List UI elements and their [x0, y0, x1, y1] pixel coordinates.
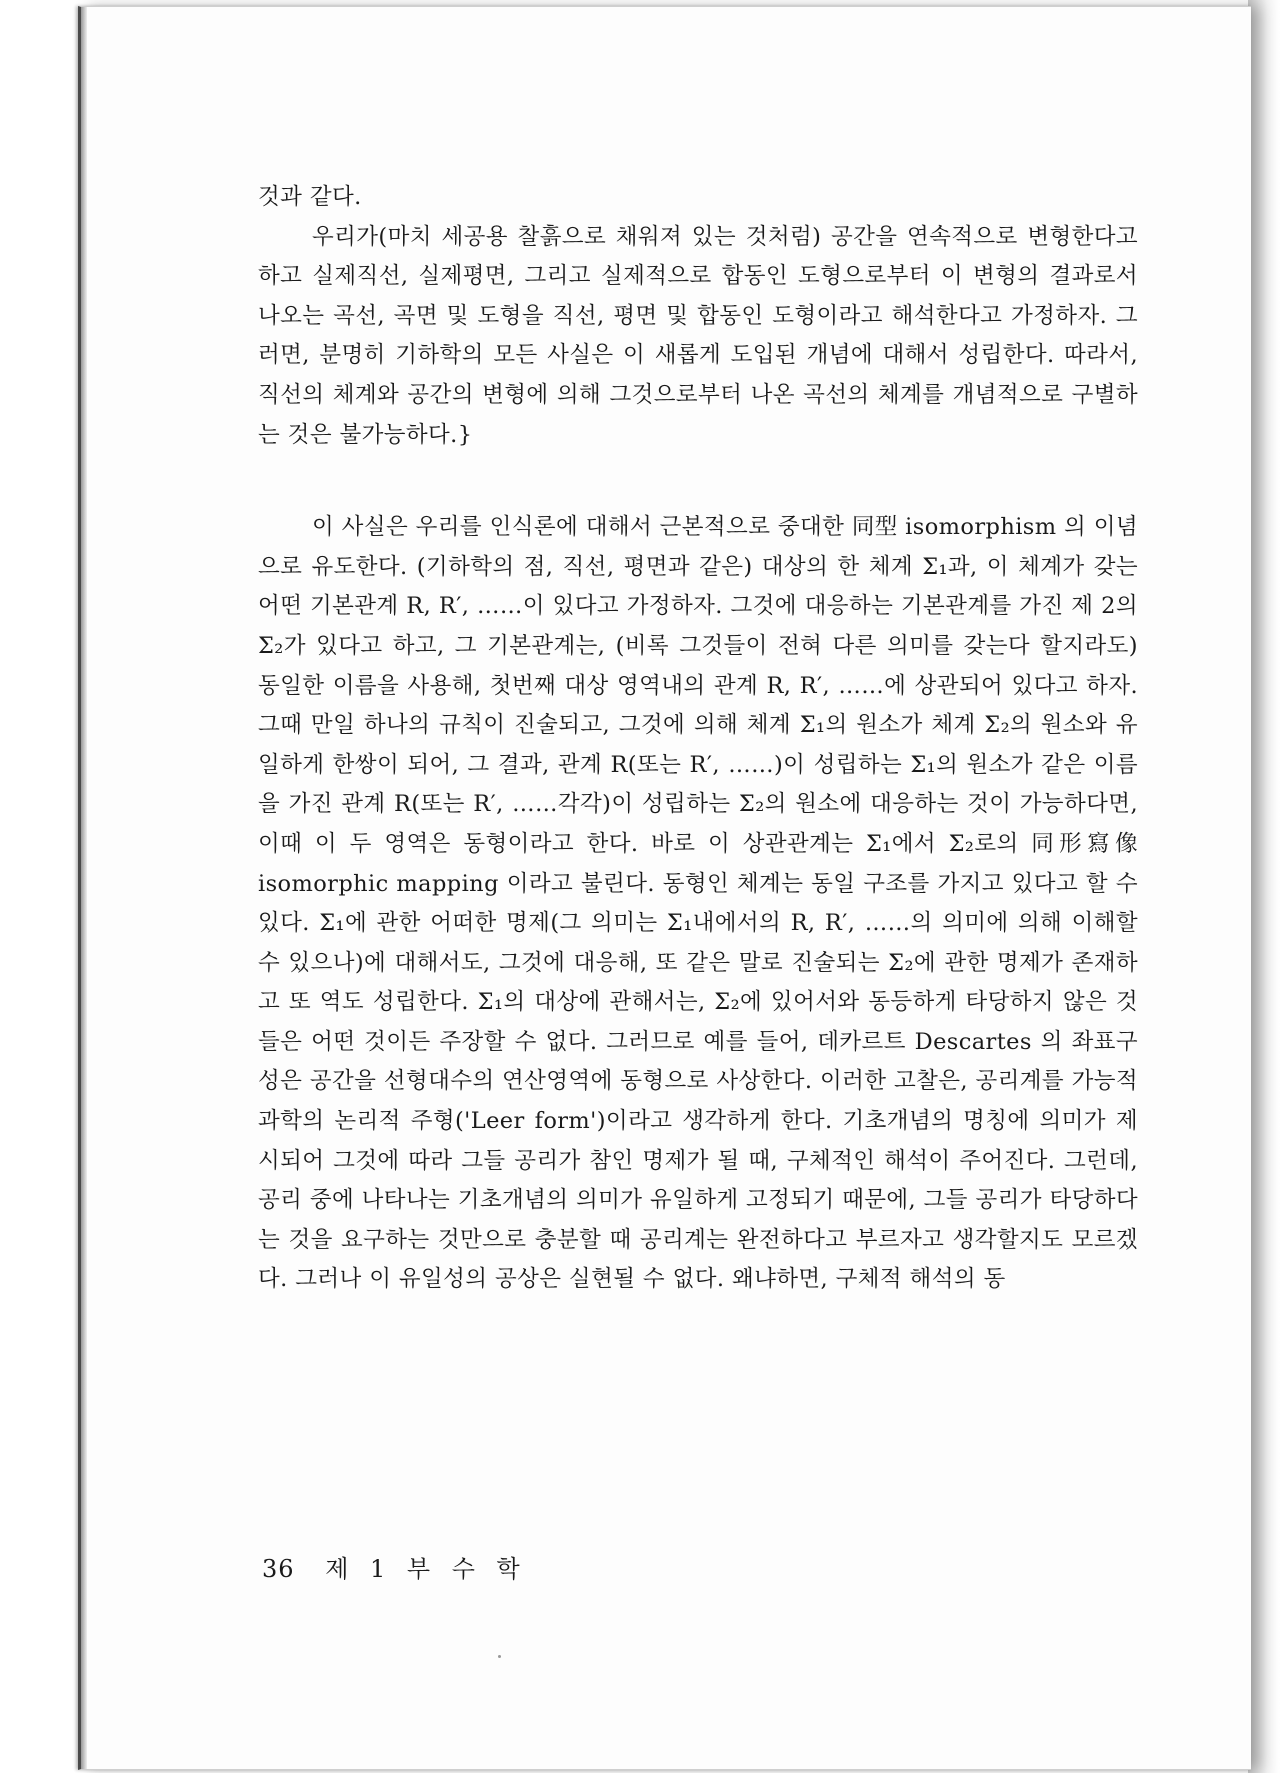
page-footer: [262, 1549, 521, 1584]
paragraph-continuation: 것과 같다.: [258, 184, 362, 210]
page-body: [258, 178, 1138, 1300]
page-number: 36: [262, 1555, 295, 1583]
paragraph-isomorphism: 이 사실은 우리를 인식론에 대해서 근본적으로 중대한 同型 isomorphism 의 이념으로 유도한다. (기하학의 점, 직선, 평면과 같은) 대상의 한 체계 Σ₁과, 이 체계가 갖는 어떤 기본관계 R, R′, ……이 있다고 가정하자. 그것에 대응하는 기본관계를 가진 제 2의 Σ₂가 있다고 하고, 그 기본관계는, (비록 그것들이 전혀 다른 의미를 갖는다 할지라도) 동일한 이름을 사용해, 첫번째 대상 영역내의 관계 R, R′, ……에 상관되어 있다고 하자. 그때 만일 하나의 규칙이 진술되고, 그것에 의해 체계 Σ₁의 원소가 체계 Σ₂의 원소와 유일하게 한쌍이 되어, 그 결과, 관계 R(또는 R′, ……)이 성립하는 Σ₁의 원소가 같은 이름을 가진 관계 R(또는 R′, ……각각)이 성립하는 Σ₂의 원소에 대응하는 것이 가능하다면, 이때 이 두 영역은 동형이라고 한다. 바로 이 상관관계는 Σ₁에서 Σ₂로의 同形寫像 isomorphic mapping 이라고 불린다. 동형인 체계는 동일 구조를 가지고 있다고 할 수 있다. Σ₁에 관한 어떠한 명제(그 의미는 Σ₁내에서의 R, R′, ……의 의미에 의해 이해할 수 있으나)에 대해서도, 그것에 대응해, 또 같은 말로 진술되는 Σ₂에 관한 명제가 존재하고 또 역도 성립한다. Σ₁의 대상에 관해서는, Σ₂에 있어서와 동등하게 타당하지 않은 것들은 어떤 것이든 주장할 수 없다. 그러므로 예를 들어, 데카르트 Descartes 의 좌표구성은 공간을 선형대수의 연산영역에 동형으로 사상한다. 이러한 고찰은, 공리계를 가능적 과학의 논리적 주형('Leer form')이라고 생각하게 한다. 기초개념의 명칭에 의미가 제시되어 그것에 따라 그들 공리가 참인 명제가 될 때, 구체적인 해석이 주어진다. 그런데, 공리 중에 나타나는 기초개념의 의미가 유일하게 고정되기 때문에, 그들 공리가 타당하다는 것을 요구하는 것만으로 충분할 때 공리계는 완전하다고 부르자고 생각할지도 모르겠다. 그러나 이 유일성의 공상은 실현될 수 없다. 왜냐하면, 구체적 해석의 동: [258, 514, 1138, 1293]
book-edge: [1248, 0, 1280, 1773]
paragraph-deformation: 우리가(마치 세공용 찰흙으로 채워져 있는 것처럼) 공간을 연속적으로 변형한다고 하고 실제직선, 실제평면, 그리고 실제적으로 합동인 도형으로부터 이 변형의 결과로서 나오는 곡선, 곡면 및 도형을 직선, 평면 및 합동인 도형이라고 해석한다고 가정하자. 그러면, 분명히 기하학의 모든 사실은 이 새롭게 도입된 개념에 대해서 성립한다. 따라서, 직선의 체계와 공간의 변형에 의해 그것으로부터 나온 곡선의 체계를 개념적으로 구별하는 것은 불가능하다.}: [258, 223, 1138, 448]
paragraph-gap: [258, 455, 1138, 508]
running-section-title: 제 1 부 수 학: [325, 1555, 521, 1583]
paper-speck: [498, 1655, 501, 1658]
